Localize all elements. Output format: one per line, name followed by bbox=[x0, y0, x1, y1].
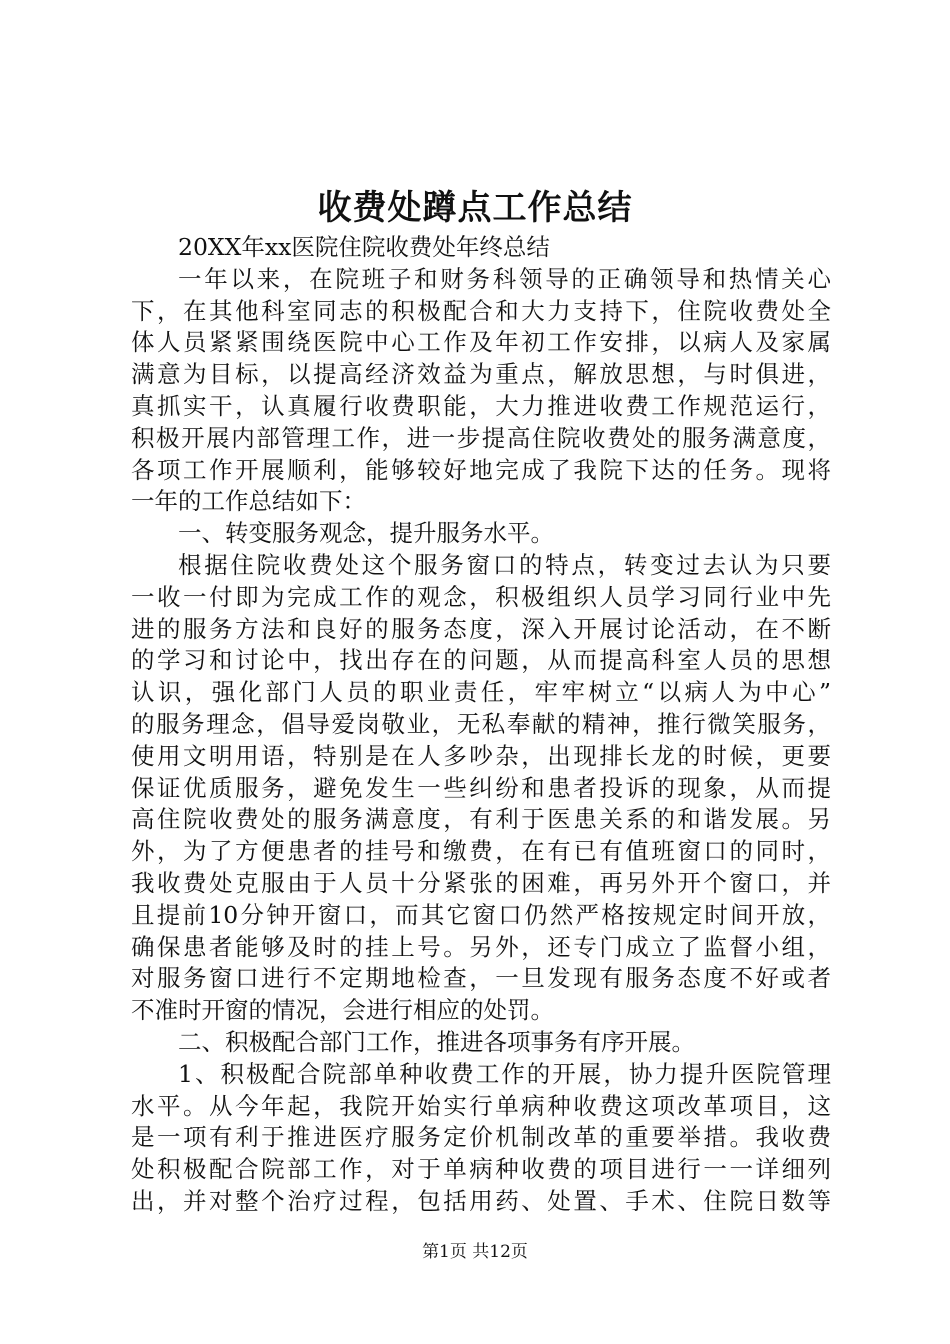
section-heading: 一、转变服务观念，提升服务水平。 bbox=[178, 519, 554, 548]
paragraph-line: 下，在其他科室同志的积极配合和大力支持下，住院收费处全 bbox=[131, 296, 831, 325]
paragraph-line: 满意为目标，以提高经济效益为重点，解放思想，与时俱进， bbox=[131, 360, 831, 389]
document-title: 收费处蹲点工作总结 bbox=[317, 188, 633, 228]
paragraph-line: 且提前10分钟开窗口，而其它窗口仍然严格按规定时间开放， bbox=[131, 900, 831, 929]
paragraph-line: 一年以来，在院班子和财务科领导的正确领导和热情关心 bbox=[178, 264, 831, 293]
paragraph-line: 积极开展内部管理工作，进一步提高住院收费处的服务满意度， bbox=[131, 423, 831, 452]
section-heading: 二、积极配合部门工作，推进各项事务有序开展。 bbox=[178, 1027, 695, 1056]
paragraph-line: 水平。从今年起，我院开始实行单病种收费这项改革项目，这 bbox=[131, 1091, 831, 1120]
paragraph-line: 一年的工作总结如下： bbox=[131, 487, 366, 516]
paragraph-line: 使用文明用语，特别是在人多吵杂，出现排长龙的时候，更要 bbox=[131, 741, 831, 770]
paragraph-line: 体人员紧紧围绕医院中心工作及年初工作安排，以病人及家属 bbox=[131, 328, 831, 357]
page-footer: 第1页 共12页 bbox=[422, 1242, 528, 1262]
paragraph-line: 高住院收费处的服务满意度，有利于医患关系的和谐发展。另 bbox=[131, 805, 831, 834]
paragraph-line: 不准时开窗的情况，会进行相应的处罚。 bbox=[131, 996, 554, 1025]
paragraph-line: 保证优质服务，避免发生一些纠纷和患者投诉的现象，从而提 bbox=[131, 773, 831, 802]
paragraph-line: 各项工作开展顺利，能够较好地完成了我院下达的任务。现将 bbox=[131, 455, 831, 484]
paragraph-line: 真抓实干，认真履行收费职能，大力推进收费工作规范运行， bbox=[131, 391, 831, 420]
paragraph-line: 的学习和讨论中，找出存在的问题，从而提高科室人员的思想 bbox=[131, 646, 831, 675]
paragraph-line: 认识，强化部门人员的职业责任，牢牢树立“以病人为中心” bbox=[131, 678, 831, 707]
subtitle-line: 20XX年xx医院住院收费处年终总结 bbox=[178, 233, 550, 261]
paragraph-line: 是一项有利于推进医疗服务定价机制改革的重要举措。我收费 bbox=[131, 1123, 831, 1152]
paragraph-line: 出，并对整个治疗过程，包括用药、处置、手术、住院日数等 bbox=[131, 1186, 831, 1215]
paragraph-line: 一收一付即为完成工作的观念，积极组织人员学习同行业中先 bbox=[131, 582, 831, 611]
document-body bbox=[131, 232, 831, 1218]
paragraph-line: 对服务窗口进行不定期地检查，一旦发现有服务态度不好或者 bbox=[131, 964, 831, 993]
paragraph-line: 外，为了方便患者的挂号和缴费，在有已有值班窗口的同时， bbox=[131, 837, 831, 866]
paragraph-line: 确保患者能够及时的挂上号。另外，还专门成立了监督小组， bbox=[131, 932, 831, 961]
paragraph-line: 1、积极配合院部单种收费工作的开展，协力提升医院管理 bbox=[178, 1059, 831, 1088]
paragraph-line: 我收费处克服由于人员十分紧张的困难，再另外开个窗口，并 bbox=[131, 868, 831, 897]
paragraph-line: 根据住院收费处这个服务窗口的特点，转变过去认为只要 bbox=[178, 550, 831, 579]
paragraph-line: 处积极配合院部工作，对于单病种收费的项目进行一一详细列 bbox=[131, 1155, 831, 1184]
paragraph-line: 的服务理念，倡导爱岗敬业，无私奉献的精神，推行微笑服务， bbox=[131, 709, 831, 738]
paragraph-line: 进的服务方法和良好的服务态度，深入开展讨论活动，在不断 bbox=[131, 614, 831, 643]
